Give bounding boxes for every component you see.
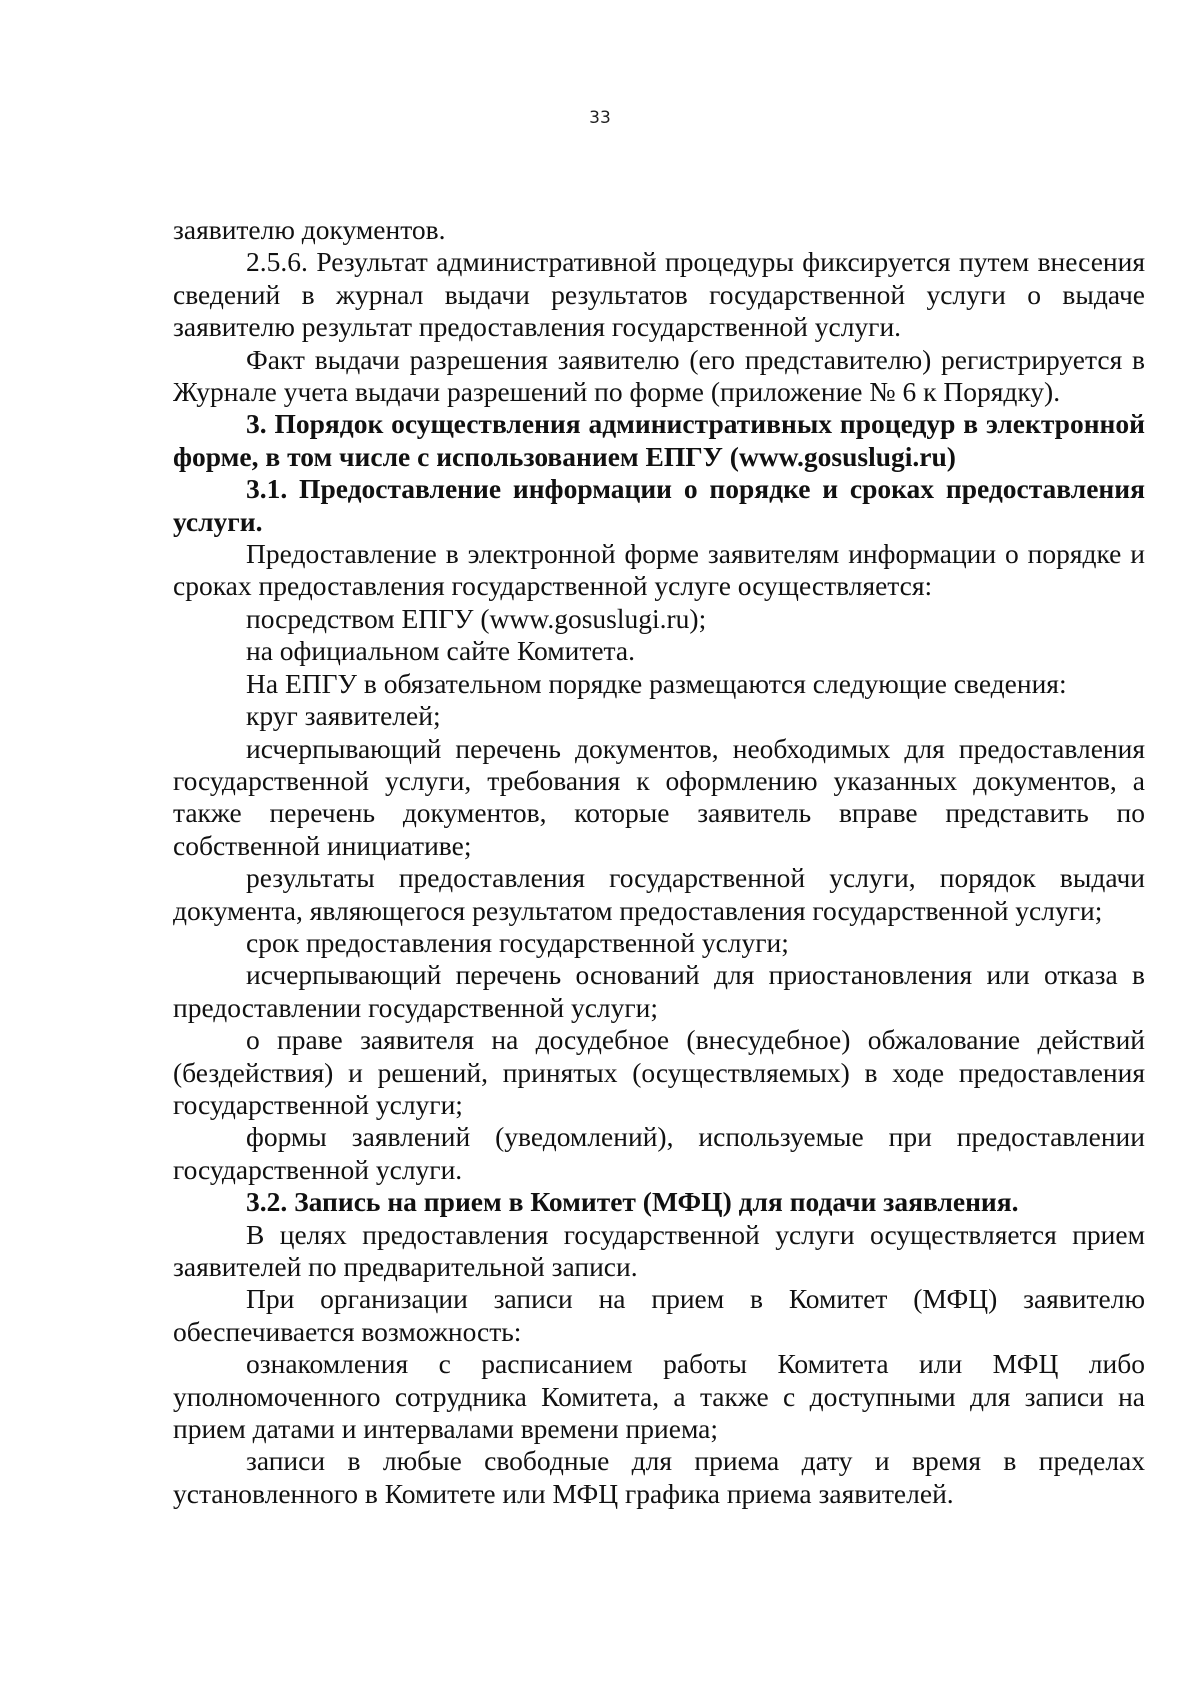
paragraph: результаты предоставления государственной услуги, порядок выдачи документа, являющегося результатом предоставления государственной услуги; (173, 862, 1145, 926)
section-heading: 3.1. Предоставление информации о порядке и сроках предоставления услуги. (173, 473, 1145, 537)
paragraph: исчерпывающий перечень оснований для приостановления или отказа в предоставлении государственной услуги; (173, 959, 1145, 1023)
paragraph: Факт выдачи разрешения заявителю (его представителю) регистрируется в Журнале учета выдачи разрешений по форме (приложение № 6 к Порядку). (173, 343, 1145, 408)
section-heading: 3.2. Запись на прием в Комитет (МФЦ) для подачи заявления. (246, 1186, 1019, 1218)
paragraph: заявителю документов. (173, 214, 446, 245)
paragraph: 2.5.6. Результат административной процедуры фиксируется путем внесения сведений в журнал выдачи результатов государственной услуги о выдаче заявителю результат предоставления государственной услуги. (173, 246, 1145, 343)
paragraph: исчерпывающий перечень документов, необходимых для предоставления государственной услуги, требования к оформлению указанных документов, а также перечень документов, которые заявитель вправе представить по собственной инициативе; (173, 732, 1145, 861)
paragraph: записи в любые свободные для приема дату и время в пределах установленного в Комитете или МФЦ графика приема заявителей. (173, 1445, 1145, 1509)
paragraph: круг заявителей; (246, 700, 441, 732)
paragraph: В целях предоставления государственной услуги осуществляется прием заявителей по предварительной записи. (173, 1218, 1145, 1282)
paragraph: срок предоставления государственной услуги; (246, 926, 789, 958)
paragraph: о праве заявителя на досудебное (внесудебное) обжалование действий (бездействия) и решений, принятых (осуществляемых) в ходе предоставления государственной услуги; (173, 1024, 1145, 1120)
paragraph: посредством ЕПГУ (www.gosuslugi.ru); (246, 602, 707, 634)
paragraph: на официальном сайте Комитета. (246, 635, 635, 667)
page-number: 33 (589, 108, 611, 128)
paragraph: При организации записи на прием в Комитет (МФЦ) заявителю обеспечивается возможность: (173, 1283, 1145, 1347)
paragraph: ознакомления с расписанием работы Комитета или МФЦ либо уполномоченного сотрудника Комитета, а также с доступными для записи на прием датами и интервалами времени приема; (173, 1348, 1145, 1445)
document-body (173, 214, 1145, 1510)
section-heading: 3. Порядок осуществления административных процедур в электронной форме, в том числе с использованием ЕПГУ (www.gosuslugi.ru) (173, 408, 1145, 472)
paragraph: формы заявлений (уведомлений), используемые при предоставлении государственной услуги. (173, 1121, 1145, 1185)
paragraph: На ЕПГУ в обязательном порядке размещаются следующие сведения: (246, 667, 1067, 699)
paragraph: Предоставление в электронной форме заявителям информации о порядке и сроках предоставления государственной услуге осуществляется: (173, 538, 1145, 602)
